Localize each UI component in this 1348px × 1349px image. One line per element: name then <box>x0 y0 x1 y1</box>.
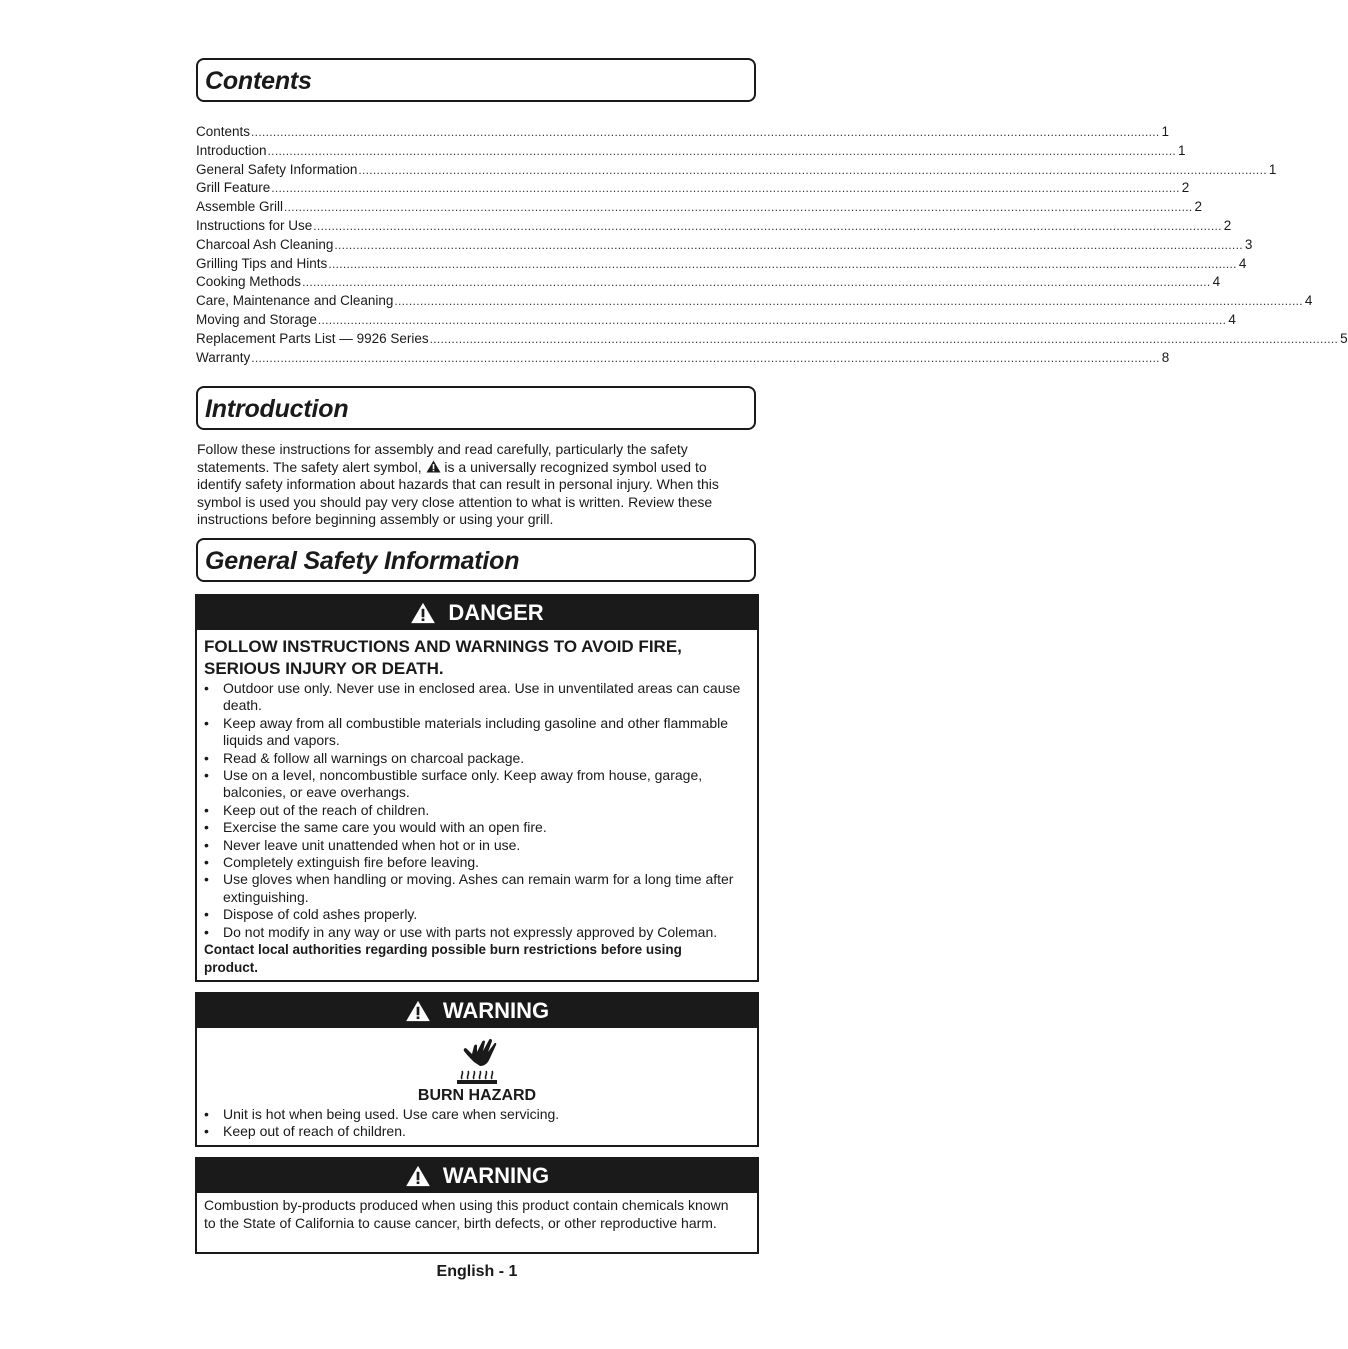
warning-triangle-icon <box>410 602 436 624</box>
toc-entry-label: Cooking Methods <box>196 274 302 290</box>
danger-note: Contact local authorities regarding possible burn restrictions before using product. <box>204 942 682 975</box>
toc-entry-page: 4 <box>1238 255 1247 271</box>
toc-entry-label: Charcoal Ash Cleaning <box>196 236 334 252</box>
california-warning-panel <box>195 1157 759 1254</box>
toc-entry-page: 4 <box>1228 311 1236 327</box>
toc-entry <box>196 349 1170 368</box>
toc-leader-dots: .......................................................................................................................................................................................................................................................... <box>317 312 1227 327</box>
burn-warning-panel <box>195 992 759 1147</box>
intro-text-part1: Follow these instructions for assembly and read carefully, particularly the safety statements. The safety alert symbol, <box>197 441 688 475</box>
contents-heading: Contents <box>205 67 312 95</box>
toc-entry-page: 1 <box>1268 161 1277 177</box>
toc-entry-label: Replacement Parts List — 9926 Series <box>196 330 429 346</box>
introduction-header <box>196 386 756 430</box>
safety-header <box>196 538 756 582</box>
toc-leader-dots: .......................................................................................................................................................................................................................................................... <box>429 331 1339 346</box>
warning-triangle-icon <box>405 1165 431 1187</box>
list-item: • Dispose of cold ashes properly. <box>204 906 748 923</box>
table-of-contents <box>196 123 1348 367</box>
list-item: • Read & follow all warnings on charcoal package. <box>204 750 748 767</box>
toc-leader-dots: .......................................................................................................................................................................................................................................................... <box>267 143 1177 158</box>
toc-entry <box>196 142 1186 161</box>
toc-entry-page: 1 <box>1178 142 1186 158</box>
california-warning-label: WARNING <box>442 1163 550 1188</box>
toc-entry <box>196 273 1221 292</box>
burn-hazard-label: BURN HAZARD <box>417 1087 537 1104</box>
california-warning-text: Combustion by-products produced when using this product contain chemicals known to the State of California to cause cancer, birth defects, or other reproductive harm. <box>204 1197 729 1231</box>
toc-entry <box>196 123 1170 142</box>
burn-hazard-hand-icon <box>452 1034 502 1086</box>
toc-entry-page: 1 <box>1161 124 1170 139</box>
danger-header <box>197 596 757 630</box>
toc-entry-label: Grill Feature <box>196 180 271 196</box>
toc-entry-label: Grilling Tips and Hints <box>196 255 328 271</box>
toc-entry-page: 8 <box>1161 349 1170 365</box>
toc-entry-label: Warranty <box>196 349 251 365</box>
california-warning-header <box>197 1159 757 1193</box>
toc-entry <box>196 255 1247 274</box>
toc-leader-dots: .......................................................................................................................................................................................................................................................... <box>313 218 1222 233</box>
list-item: • Use gloves when handling or moving. Ashes can remain warm for a long time after extinguishing. <box>204 871 748 906</box>
toc-entry-page: 3 <box>1244 236 1253 252</box>
introduction-text <box>197 441 753 529</box>
danger-label: DANGER <box>448 600 544 625</box>
burn-warning-label: WARNING <box>442 998 550 1023</box>
toc-entry <box>196 292 1313 311</box>
toc-entry-page: 2 <box>1181 180 1190 196</box>
toc-entry <box>196 179 1190 198</box>
list-item: • Do not modify in any way or use with parts not expressly approved by Coleman. <box>204 924 748 941</box>
warning-triangle-icon <box>405 1000 431 1022</box>
toc-entry-page: 2 <box>1223 217 1232 233</box>
toc-entry <box>196 330 1348 349</box>
toc-entry <box>196 198 1203 217</box>
toc-entry <box>196 217 1232 236</box>
toc-entry-page: 4 <box>1212 274 1221 290</box>
toc-leader-dots: .......................................................................................................................................................................................................................................................... <box>271 181 1180 196</box>
list-item: • Exercise the same care you would with an open fire. <box>204 819 748 836</box>
list-item: • Unit is hot when being used. Use care when servicing. <box>204 1106 748 1123</box>
intro-text-part2: is a universally recognized symbol used to identify safety information about hazards that can result in personal injury. When this symbol is used you should pay very close attention to what is written. Review these instructions before beginning assembly or using your grill. <box>197 458 719 528</box>
toc-entry-label: Care, Maintenance and Cleaning <box>196 293 394 309</box>
toc-entry <box>196 236 1253 255</box>
toc-leader-dots: .......................................................................................................................................................................................................................................................... <box>251 125 1160 139</box>
toc-entry-label: Instructions for Use <box>196 217 313 233</box>
toc-leader-dots: .......................................................................................................................................................................................................................................................... <box>394 294 1303 309</box>
toc-entry <box>196 161 1277 180</box>
toc-leader-dots: .......................................................................................................................................................................................................................................................... <box>284 200 1193 215</box>
toc-entry-label: Assemble Grill <box>196 199 284 215</box>
list-item: • Completely extinguish fire before leaving. <box>204 854 748 871</box>
toc-leader-dots: .......................................................................................................................................................................................................................................................... <box>358 162 1267 177</box>
toc-leader-dots: .......................................................................................................................................................................................................................................................... <box>328 256 1237 271</box>
safety-heading: General Safety Information <box>205 547 520 575</box>
burn-bullet-list <box>197 1106 757 1141</box>
list-item: • Keep away from all combustible materials including gasoline and other flammable liquids and vapors. <box>204 715 748 750</box>
toc-entry-label: General Safety Information <box>196 161 358 177</box>
toc-leader-dots: .......................................................................................................................................................................................................................................................... <box>334 237 1243 252</box>
toc-entry-page: 4 <box>1304 293 1313 309</box>
toc-entry-page: 2 <box>1194 199 1203 215</box>
burn-warning-header <box>197 994 757 1028</box>
toc-entry <box>196 311 1236 330</box>
page-footer: English - 1 <box>436 1263 518 1280</box>
list-item: • Keep out of the reach of children. <box>204 802 748 819</box>
toc-leader-dots: .......................................................................................................................................................................................................................................................... <box>302 275 1211 290</box>
list-item: • Never leave unit unattended when hot or in use. <box>204 837 748 854</box>
danger-panel <box>195 594 759 982</box>
danger-title: FOLLOW INSTRUCTIONS AND WARNINGS TO AVOID FIRE, SERIOUS INJURY OR DEATH. <box>204 637 682 678</box>
toc-entry-label: Introduction <box>196 142 267 158</box>
list-item: • Keep out of reach of children. <box>204 1123 748 1140</box>
toc-entry-page: 5 <box>1340 330 1348 346</box>
introduction-heading: Introduction <box>205 395 349 423</box>
list-item: • Outdoor use only. Never use in enclosed area. Use in unventilated areas can cause death. <box>204 680 748 715</box>
warning-triangle-icon <box>426 460 441 473</box>
contents-header <box>196 58 756 102</box>
toc-entry-label: Moving and Storage <box>196 311 317 327</box>
toc-entry-label: Contents <box>196 124 251 139</box>
danger-bullet-list <box>197 680 757 941</box>
toc-leader-dots: .......................................................................................................................................................................................................................................................... <box>251 350 1160 365</box>
list-item: • Use on a level, noncombustible surface only. Keep away from house, garage, balconies, or eave overhangs. <box>204 767 748 802</box>
